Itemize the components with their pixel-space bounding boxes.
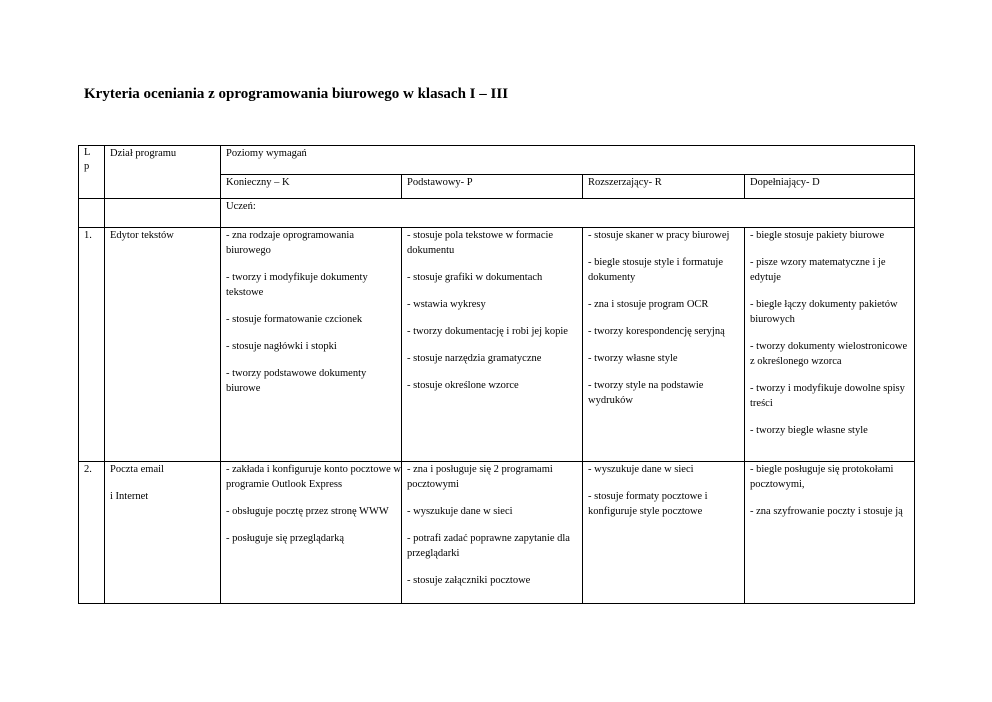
criterion-item: - tworzy dokumenty wielostronicowe z określonego wzorca: [750, 341, 908, 367]
level-header-r: Rozszerzający- R: [583, 175, 745, 199]
criterion-item: - stosuje skaner w pracy biurowej: [588, 230, 730, 241]
criteria-cell-r: [583, 462, 745, 604]
criterion-item: - biegle stosuje pakiety biurowe: [750, 230, 885, 241]
criterion-item: - biegle łączy dokumenty pakietów biurowych: [750, 299, 898, 325]
criterion-item: - tworzy i modyfikuje dokumenty tekstowe: [226, 272, 368, 298]
criterion-item: - obsługuje pocztę przez stronę WWW: [226, 506, 389, 517]
criterion-item: - stosuje pola tekstowe w formacie dokumentu: [407, 230, 554, 256]
criteria-cell-d: [745, 228, 915, 462]
lp-header-line1: L: [84, 147, 91, 158]
department-cell: [105, 228, 221, 462]
criterion-item: - stosuje nagłówki i stopki: [226, 341, 337, 352]
criteria-table: [78, 145, 915, 604]
criterion-item: - zna szyfrowanie poczty i stosuje ją: [750, 506, 903, 517]
criteria-cell-p: [402, 462, 583, 604]
criterion-item: - stosuje formatowanie czcionek: [226, 314, 363, 325]
criteria-cell-r: [583, 228, 745, 462]
department-label: Edytor tekstów: [110, 230, 174, 241]
criterion-item: - zna i stosuje program OCR: [588, 299, 709, 310]
criterion-item: - biegle posługuje się protokołami pocztowymi,: [750, 464, 894, 490]
criterion-item: - stosuje grafiki w dokumentach: [407, 272, 543, 283]
uczen-label: Uczeń:: [221, 199, 915, 228]
criterion-item: - stosuje formaty pocztowe i konfiguruje style pocztowe: [588, 491, 708, 517]
level-header-p: Podstawowy- P: [402, 175, 583, 199]
criterion-item: - tworzy biegle własne style: [750, 425, 868, 436]
criterion-item: - stosuje określone wzorce: [407, 380, 519, 391]
criterion-item: - pisze wzory matematyczne i je edytuje: [750, 257, 886, 283]
department-cell: [105, 462, 221, 604]
criterion-item: - wyszukuje dane w sieci: [588, 464, 694, 475]
criterion-item: - wstawia wykresy: [407, 299, 486, 310]
criteria-cell-d: [745, 462, 915, 604]
criterion-item: - biegle stosuje style i formatuje dokumenty: [588, 257, 724, 283]
table-row: [79, 462, 915, 604]
row-number: 1.: [79, 228, 105, 462]
department-label: Poczta email: [110, 464, 164, 475]
lp-header-line2: p: [84, 161, 90, 172]
uczen-spacer-dzial: [105, 199, 221, 228]
criteria-cell-p: [402, 228, 583, 462]
dzial-header: Dział programu: [105, 146, 221, 199]
criterion-item: - stosuje załączniki pocztowe: [407, 575, 531, 586]
lp-header: [79, 146, 105, 199]
criterion-item: - potrafi zadać poprawne zapytanie dla przeglądarki: [407, 533, 570, 559]
criterion-item: - tworzy i modyfikuje dowolne spisy treści: [750, 383, 905, 409]
row-number: 2.: [79, 462, 105, 604]
criterion-item: - tworzy własne style: [588, 353, 678, 364]
criterion-item: - tworzy style na podstawie wydruków: [588, 380, 704, 406]
levels-header: Poziomy wymagań: [221, 146, 915, 175]
level-header-k: Konieczny – K: [221, 175, 402, 199]
criteria-cell-k: [221, 462, 402, 604]
table-row: [79, 228, 915, 462]
criterion-item: - wyszukuje dane w sieci: [407, 506, 513, 517]
criterion-item: - stosuje narzędzia gramatyczne: [407, 353, 542, 364]
level-header-d: Dopełniający- D: [745, 175, 915, 199]
criterion-item: - zna rodzaje oprogramowania biurowego: [226, 230, 354, 256]
criterion-item: - tworzy korespondencję seryjną: [588, 326, 725, 337]
criteria-cell-k: [221, 228, 402, 462]
department-label: i Internet: [110, 491, 149, 502]
uczen-spacer-lp: [79, 199, 105, 228]
criterion-item: - tworzy dokumentację i robi jej kopie: [407, 326, 568, 337]
criterion-item: - tworzy podstawowe dokumenty biurowe: [226, 368, 367, 394]
criterion-item: - posługuje się przeglądarką: [226, 533, 345, 544]
criterion-item: - zna i posługuje się 2 programami pocztowymi: [407, 464, 553, 490]
document-title: Kryteria oceniania z oprogramowania biurowego w klasach I – III: [84, 86, 509, 102]
criterion-item: - zakłada i konfiguruje konto pocztowe w programie Outlook Express: [226, 464, 401, 490]
